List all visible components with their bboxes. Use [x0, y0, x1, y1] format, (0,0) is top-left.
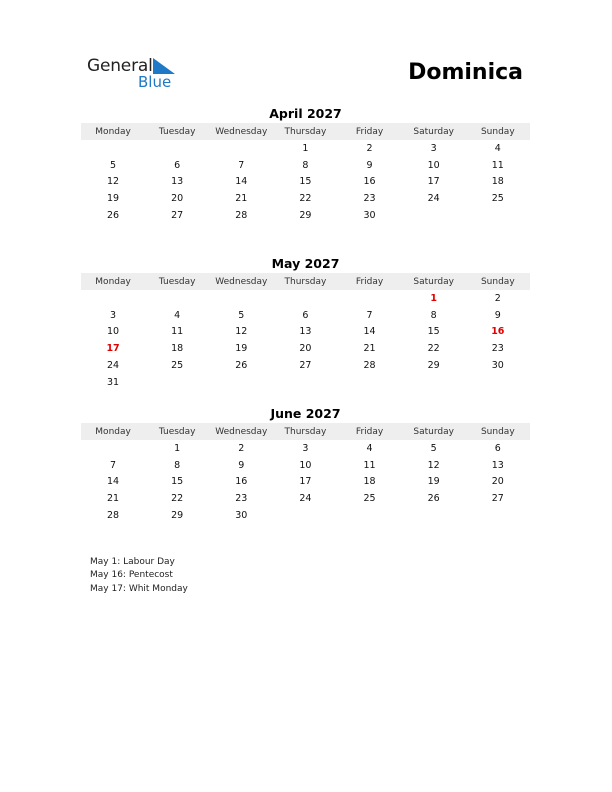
weekday-label: Tuesday — [158, 276, 196, 287]
day-cell: 28 — [107, 510, 120, 522]
week-row — [81, 290, 530, 307]
weekday-label: Friday — [355, 276, 384, 287]
weekday-header-row — [81, 423, 530, 440]
day-cell: 8 — [302, 159, 309, 171]
day-cell: 11 — [491, 159, 504, 171]
week-row — [81, 174, 530, 191]
month-title: June 2027 — [270, 406, 341, 421]
week-row — [81, 340, 530, 357]
brand-logo — [87, 56, 187, 92]
weekday-label: Thursday — [284, 426, 327, 437]
day-cell: 5 — [238, 309, 245, 321]
day-cell: 11 — [363, 459, 376, 471]
day-cell: 5 — [430, 442, 437, 454]
day-cell: 30 — [235, 510, 248, 522]
holiday-notes — [90, 556, 188, 596]
day-cell: 27 — [299, 360, 312, 372]
day-cell: 13 — [171, 176, 184, 188]
day-cell: 4 — [366, 442, 373, 454]
logo-word-general: General — [87, 56, 153, 76]
day-cell: 26 — [107, 210, 120, 222]
day-cell: 10 — [299, 459, 312, 471]
day-cell: 25 — [171, 360, 184, 372]
day-cell: 16 — [235, 476, 248, 488]
weekday-label: Friday — [355, 426, 384, 437]
day-cell: 7 — [366, 309, 373, 321]
day-cell: 17 — [427, 176, 440, 188]
week-row — [81, 357, 530, 374]
weekday-label: Tuesday — [158, 426, 196, 437]
day-cell: 20 — [299, 343, 312, 355]
month-title: May 2027 — [271, 256, 340, 271]
day-cell: 20 — [491, 476, 504, 488]
week-row — [81, 324, 530, 341]
day-cell: 29 — [427, 360, 440, 372]
day-cell: 17 — [106, 343, 120, 355]
day-cell: 15 — [427, 326, 440, 338]
weekday-label: Monday — [95, 126, 131, 137]
month-block-may — [81, 256, 530, 391]
day-cell: 20 — [171, 193, 184, 205]
day-cell: 24 — [299, 493, 312, 505]
holiday-note: May 16: Pentecost — [90, 570, 173, 581]
week-row — [81, 490, 530, 507]
day-cell: 22 — [299, 193, 312, 205]
week-row — [81, 157, 530, 174]
week-row — [81, 307, 530, 324]
day-cell: 24 — [107, 360, 120, 372]
day-cell: 1 — [302, 142, 309, 154]
day-cell: 13 — [299, 326, 312, 338]
weekday-label: Tuesday — [158, 126, 196, 137]
week-row — [81, 474, 530, 491]
weekday-header-row — [81, 273, 530, 290]
weekday-label: Saturday — [413, 126, 454, 137]
weekday-label: Monday — [95, 426, 131, 437]
day-cell: 7 — [238, 159, 245, 171]
day-cell: 2 — [238, 442, 245, 454]
weekday-label: Friday — [355, 126, 384, 137]
weekday-label: Thursday — [284, 126, 327, 137]
weekday-label: Thursday — [284, 276, 327, 287]
day-cell: 4 — [494, 142, 501, 154]
day-cell: 21 — [107, 493, 120, 505]
day-cell: 9 — [494, 309, 501, 321]
holiday-note: May 1: Labour Day — [90, 557, 175, 567]
day-cell: 12 — [107, 176, 120, 188]
weekday-label: Saturday — [413, 426, 454, 437]
day-cell: 31 — [107, 376, 120, 388]
day-cell: 13 — [491, 459, 504, 471]
weekday-label: Monday — [95, 276, 131, 287]
day-cell: 27 — [491, 493, 504, 505]
day-cell: 6 — [174, 159, 181, 171]
day-cell: 2 — [494, 292, 501, 304]
day-cell: 23 — [363, 193, 376, 205]
day-cell: 22 — [171, 493, 184, 505]
day-cell: 8 — [430, 309, 437, 321]
week-row — [81, 207, 530, 224]
day-cell: 27 — [171, 210, 184, 222]
week-row — [81, 374, 530, 391]
day-cell: 4 — [174, 309, 181, 321]
day-cell: 19 — [107, 193, 120, 205]
week-row — [81, 457, 530, 474]
logo-word-blue: Blue — [138, 73, 172, 91]
day-cell: 14 — [363, 326, 376, 338]
day-cell: 29 — [299, 210, 312, 222]
day-cell: 18 — [491, 176, 504, 188]
day-cell: 8 — [174, 459, 181, 471]
weekday-label: Saturday — [413, 276, 454, 287]
holiday-note: May 17: Whit Monday — [90, 583, 188, 594]
day-cell: 17 — [299, 476, 312, 488]
day-cell: 16 — [491, 326, 505, 338]
weekday-label: Wednesday — [215, 276, 268, 287]
day-cell: 28 — [363, 360, 376, 372]
day-cell: 21 — [363, 343, 376, 355]
day-cell: 25 — [491, 193, 504, 205]
day-cell: 10 — [107, 326, 120, 338]
day-cell: 14 — [235, 176, 248, 188]
day-cell: 9 — [366, 159, 373, 171]
week-row — [81, 140, 530, 157]
day-cell: 9 — [238, 459, 245, 471]
day-cell: 7 — [110, 459, 117, 471]
day-cell: 24 — [427, 193, 440, 205]
day-cell: 23 — [491, 343, 504, 355]
day-cell: 29 — [171, 510, 184, 522]
day-cell: 3 — [110, 309, 117, 321]
weekday-label: Sunday — [480, 276, 515, 287]
day-cell: 12 — [427, 459, 440, 471]
day-cell: 12 — [235, 326, 248, 338]
day-cell: 1 — [174, 442, 181, 454]
day-cell: 19 — [427, 476, 440, 488]
day-cell: 16 — [363, 176, 376, 188]
day-cell: 3 — [302, 442, 309, 454]
day-cell: 26 — [235, 360, 248, 372]
weekday-label: Wednesday — [215, 426, 268, 437]
week-row — [81, 190, 530, 207]
weekday-label: Sunday — [480, 126, 515, 137]
day-cell: 11 — [171, 326, 184, 338]
day-cell: 15 — [171, 476, 184, 488]
day-cell: 1 — [430, 292, 437, 304]
week-row — [81, 507, 530, 524]
day-cell: 30 — [491, 360, 504, 372]
day-cell: 21 — [235, 193, 248, 205]
day-cell: 30 — [363, 210, 376, 222]
month-block-april — [81, 106, 530, 224]
country-title: Dominica — [408, 60, 523, 85]
day-cell: 23 — [235, 493, 248, 505]
day-cell: 2 — [366, 142, 373, 154]
day-cell: 18 — [363, 476, 376, 488]
weekday-label: Wednesday — [215, 126, 268, 137]
day-cell: 15 — [299, 176, 312, 188]
day-cell: 14 — [107, 476, 120, 488]
day-cell: 18 — [171, 343, 184, 355]
logo-triangle-icon — [153, 58, 175, 74]
weekday-header-row — [81, 123, 530, 140]
month-title: April 2027 — [269, 106, 342, 121]
weekday-label: Sunday — [480, 426, 515, 437]
day-cell: 22 — [427, 343, 440, 355]
day-cell: 6 — [494, 442, 501, 454]
day-cell: 10 — [427, 159, 440, 171]
day-cell: 6 — [302, 309, 309, 321]
month-block-june — [81, 406, 530, 524]
day-cell: 5 — [110, 159, 117, 171]
day-cell: 3 — [430, 142, 437, 154]
day-cell: 25 — [363, 493, 376, 505]
day-cell: 19 — [235, 343, 248, 355]
day-cell: 26 — [427, 493, 440, 505]
week-row — [81, 440, 530, 457]
day-cell: 28 — [235, 210, 248, 222]
